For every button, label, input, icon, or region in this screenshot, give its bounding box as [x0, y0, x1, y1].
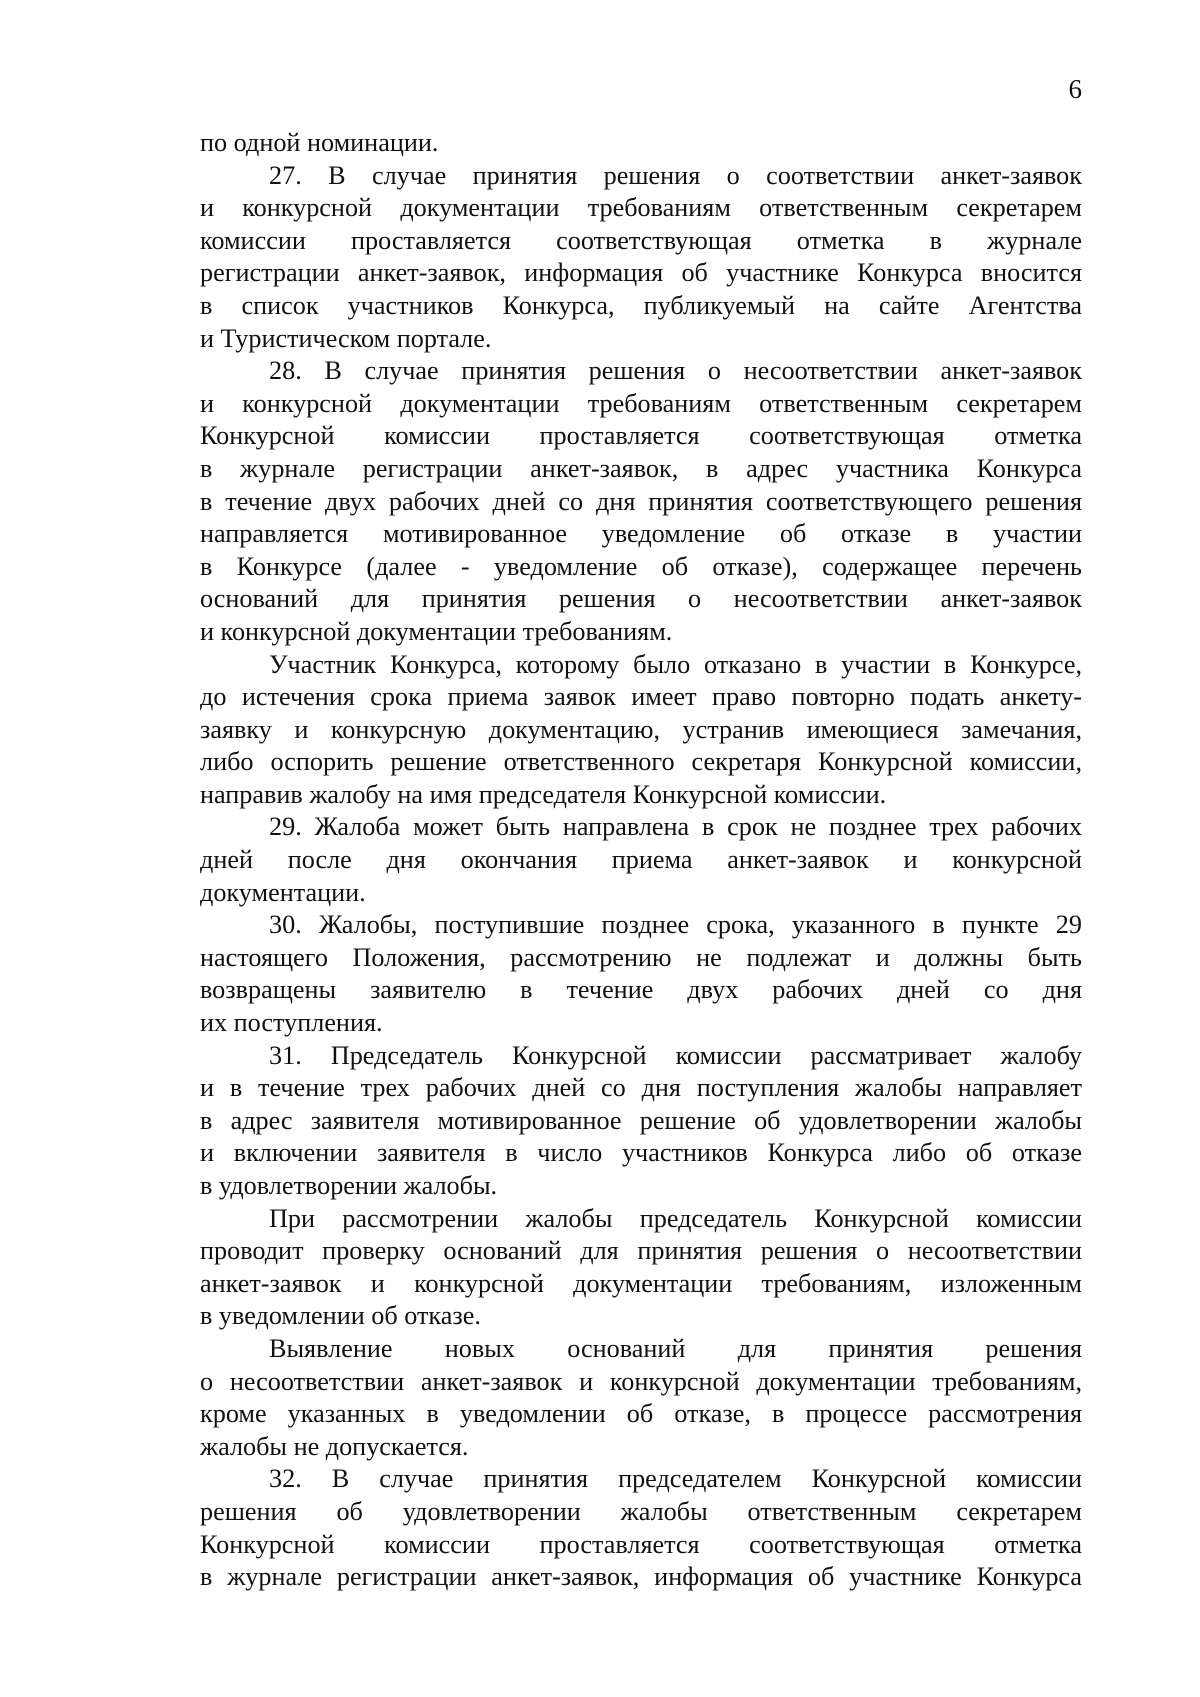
text-line: и в течение трех рабочих дней со дня поступления жалобы направляет — [200, 1073, 1082, 1103]
text-line: 32. В случае принятия председателем Конкурсной комиссии — [269, 1464, 1082, 1494]
text-line: в список участников Конкурса, публикуемый на сайте Агентства — [200, 290, 1082, 320]
text-line: проводит проверку оснований для принятия решения о несоответствии — [200, 1236, 1082, 1266]
text-line: оснований для принятия решения о несоответствии анкет-заявок — [200, 584, 1082, 614]
text-line: настоящего Положения, рассмотрению не подлежат и должны быть — [200, 942, 1082, 972]
document-body — [200, 127, 1082, 1594]
text-line: и конкурсной документации требованиям. — [200, 616, 673, 646]
text-line: При рассмотрении жалобы председатель Конкурсной комиссии — [269, 1203, 1082, 1233]
text-line: по одной номинации. — [200, 128, 439, 157]
text-line: и конкурсной документации требованиям ответственным секретарем — [200, 388, 1082, 418]
text-line: и включении заявителя в число участников Конкурса либо об отказе — [200, 1138, 1082, 1168]
text-line: направив жалобу на имя председателя Конкурсной комиссии. — [200, 779, 887, 809]
text-line: направляется мотивированное уведомление об отказе в участии — [200, 519, 1082, 549]
text-line: Конкурсной комиссии проставляется соответствующая отметка — [200, 1529, 1082, 1559]
text-line: решения об удовлетворении жалобы ответственным секретарем — [200, 1496, 1082, 1526]
text-line: в журнале регистрации анкет-заявок, информация об участнике Конкурса — [200, 1562, 1082, 1592]
text-line: Конкурсной комиссии проставляется соответствующая отметка — [200, 421, 1082, 451]
text-line: Выявление новых оснований для принятия решения — [269, 1333, 1082, 1363]
text-line: и конкурсной документации требованиям ответственным секретарем — [200, 193, 1082, 223]
text-line: анкет-заявок и конкурсной документации требованиям, изложенным — [200, 1268, 1082, 1298]
page-number: 6 — [1068, 74, 1082, 104]
text-line: заявку и конкурсную документацию, устранив имеющиеся замечания, — [200, 714, 1082, 744]
text-line: Участник Конкурса, которому было отказано в участии в Конкурсе, — [269, 649, 1082, 679]
text-line: возвращены заявителю в течение двух рабочих дней со дня — [200, 975, 1082, 1005]
text-line: 30. Жалобы, поступившие позднее срока, указанного в пункте 29 — [269, 910, 1082, 940]
text-line: в течение двух рабочих дней со дня принятия соответствующего решения — [200, 486, 1082, 516]
text-line: их поступления. — [200, 1008, 383, 1038]
text-line: и Туристическом портале. — [200, 323, 492, 353]
text-line: в уведомлении об отказе. — [200, 1301, 481, 1331]
text-line: в адрес заявителя мотивированное решение об удовлетворении жалобы — [200, 1105, 1082, 1135]
text-line: 28. В случае принятия решения о несоответствии анкет-заявок — [269, 356, 1082, 386]
text-line: о несоответствии анкет-заявок и конкурсной документации требованиям, — [200, 1366, 1082, 1396]
text-line: в удовлетворении жалобы. — [200, 1171, 498, 1200]
text-line: 31. Председатель Конкурсной комиссии рассматривает жалобу — [269, 1040, 1082, 1070]
text-line: 29. Жалоба может быть направлена в срок не позднее трех рабочих — [269, 812, 1082, 842]
text-line: 27. В случае принятия решения о соответствии анкет-заявок — [269, 160, 1082, 190]
text-line: дней после дня окончания приема анкет-заявок и конкурсной — [200, 845, 1082, 875]
text-line: жалобы не допускается. — [200, 1431, 469, 1461]
text-line: до истечения срока приема заявок имеет право повторно подать анкету- — [200, 682, 1082, 712]
text-line: регистрации анкет-заявок, информация об участнике Конкурса вносится — [200, 258, 1082, 288]
text-line: документации. — [200, 877, 366, 907]
text-line: в журнале регистрации анкет-заявок, в адрес участника Конкурса — [200, 453, 1082, 483]
text-line: комиссии проставляется соответствующая отметка в журнале — [200, 225, 1082, 255]
text-line: кроме указанных в уведомлении об отказе, в процессе рассмотрения — [200, 1399, 1082, 1429]
text-line: в Конкурсе (далее - уведомление об отказе), содержащее перечень — [200, 551, 1082, 581]
text-line: либо оспорить решение ответственного секретаря Конкурсной комиссии, — [200, 747, 1082, 777]
